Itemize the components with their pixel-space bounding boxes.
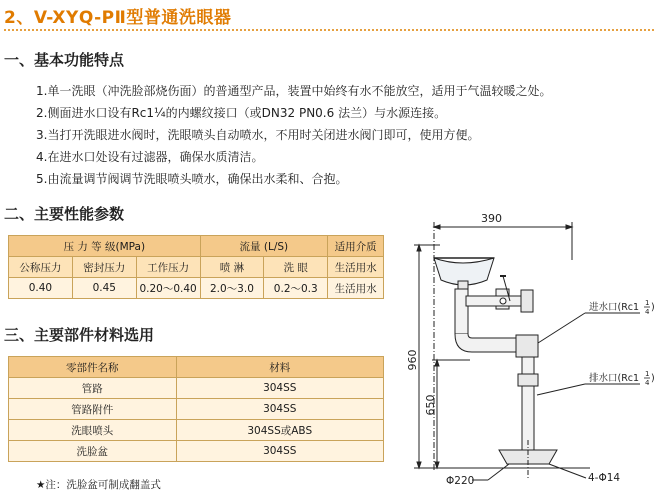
feature-item: 4.在进水口处设有过滤器，确保水质清洁。 bbox=[36, 150, 264, 164]
table-cell: 304SS或ABS bbox=[176, 420, 383, 441]
header-pressure: 压 力 等 级(MPa) bbox=[9, 236, 201, 257]
table-cell: 2.0～3.0 bbox=[200, 278, 264, 299]
subheader-cell: 生活用水 bbox=[328, 257, 384, 278]
section-heading-features: 一、基本功能特点 bbox=[4, 51, 125, 69]
drain-close: ) bbox=[651, 373, 655, 384]
drain-label: 排水口(Rc1 bbox=[589, 373, 640, 384]
table-cell: 管路附件 bbox=[9, 399, 177, 420]
dim-650-label: 650 bbox=[424, 394, 437, 416]
inlet-leader-line bbox=[538, 313, 585, 343]
table-cell: 洗脸盆 bbox=[9, 441, 177, 462]
pipe-elbow bbox=[455, 334, 524, 352]
section-heading-performance: 二、主要性能参数 bbox=[4, 205, 125, 223]
drain-frac-den: 4 bbox=[645, 379, 650, 387]
feature-item: 2.侧面进水口设有Rc1¼的内螺纹接口（或DN32 PN0.6 法兰）与水源连接。 bbox=[36, 106, 447, 120]
subheader-cell: 喷 淋 bbox=[200, 257, 264, 278]
table-cell: 0.45 bbox=[72, 278, 136, 299]
inlet-valve bbox=[521, 290, 533, 312]
section-heading-materials: 三、主要部件材料选用 bbox=[4, 326, 155, 344]
subheader-cell: 公称压力 bbox=[9, 257, 73, 278]
header-flow: 流量 (L/S) bbox=[200, 236, 328, 257]
valve-connection bbox=[466, 296, 528, 306]
table-cell: 0.2～0.3 bbox=[264, 278, 328, 299]
inlet-close: ) bbox=[651, 302, 655, 313]
table-cell: 304SS bbox=[176, 378, 383, 399]
table-cell: 0.40 bbox=[9, 278, 73, 299]
table-cell: 304SS bbox=[176, 399, 383, 420]
footnote: ★注：洗脸盆可制成翻盖式 bbox=[36, 479, 161, 491]
subheader-cell: 密封压力 bbox=[72, 257, 136, 278]
vertical-column bbox=[522, 357, 534, 450]
drain-leader-line bbox=[537, 384, 585, 395]
table-cell: 304SS bbox=[176, 441, 383, 462]
table-cell: 洗眼喷头 bbox=[9, 420, 177, 441]
dim-diameter-label: Φ220 bbox=[446, 475, 475, 487]
inlet-frac-num: 1 bbox=[645, 299, 650, 307]
drain-frac-num: 1 bbox=[645, 370, 650, 378]
subheader-cell: 工作压力 bbox=[136, 257, 200, 278]
tee-fitting bbox=[516, 335, 538, 357]
header-material: 材料 bbox=[176, 357, 383, 378]
dim-390-label: 390 bbox=[481, 212, 502, 225]
feature-item: 1.单一洗眼（冲洗脸部烧伤面）的普通型产品，装置中始终有水不能放空，适用于气温较暖之处。 bbox=[36, 84, 552, 98]
inlet-label: 进水口(Rc1 bbox=[589, 302, 640, 313]
feature-item: 5.由流量调节阀调节洗眼喷头喷水，确保出水柔和、合抱。 bbox=[36, 172, 348, 186]
dim-holes-label: 4-Φ14 bbox=[588, 472, 621, 484]
table-cell: 管路 bbox=[9, 378, 177, 399]
dim-960-label: 960 bbox=[406, 349, 419, 371]
header-medium: 适用介质 bbox=[328, 236, 384, 257]
table-cell: 生活用水 bbox=[328, 278, 384, 299]
feature-item: 3.当打开洗眼进水阀时，洗眼喷头自动喷水，不用时关闭进水阀门即可，使用方便。 bbox=[36, 128, 480, 142]
subheader-cell: 洗 眼 bbox=[264, 257, 328, 278]
inlet-frac-den: 4 bbox=[645, 308, 650, 316]
header-part-name: 零部件名称 bbox=[9, 357, 177, 378]
page-title: 2、V-XYQ-PⅡ型普通洗眼器 bbox=[4, 8, 232, 28]
table-cell: 0.20～0.40 bbox=[136, 278, 200, 299]
